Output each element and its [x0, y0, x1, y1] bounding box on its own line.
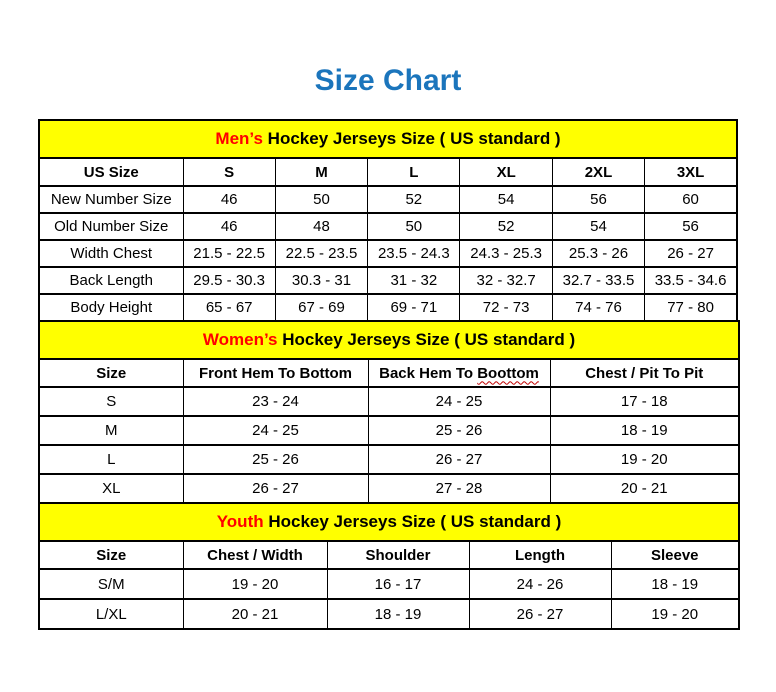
table-cell: 25 - 26	[368, 416, 550, 445]
table-row	[39, 474, 739, 503]
table-cell: 54	[460, 186, 552, 213]
column-header	[368, 359, 550, 387]
table-cell: 72 - 73	[460, 294, 552, 321]
row-label: S	[39, 387, 183, 416]
table-cell: 46	[183, 213, 275, 240]
womens-banner-highlight: Women’s	[202, 330, 278, 349]
column-header: Shoulder	[327, 541, 469, 569]
youth-header-row	[39, 541, 739, 569]
table-cell: 52	[460, 213, 552, 240]
table-cell: 56	[552, 186, 644, 213]
table-cell: 20 - 21	[183, 599, 327, 629]
womens-size-table	[38, 320, 740, 504]
table-cell: 50	[275, 186, 367, 213]
mens-banner	[39, 120, 737, 158]
row-label: L/XL	[39, 599, 183, 629]
table-cell: 23 - 24	[183, 387, 368, 416]
table-row	[39, 240, 737, 267]
table-cell: 26 - 27	[645, 240, 737, 267]
table-cell: 74 - 76	[552, 294, 644, 321]
table-cell: 19 - 20	[611, 599, 739, 629]
column-header: Chest / Pit To Pit	[550, 359, 739, 387]
mens-size-table	[38, 119, 738, 322]
table-cell: 26 - 27	[469, 599, 611, 629]
table-cell: 19 - 20	[183, 569, 327, 599]
column-header: Length	[469, 541, 611, 569]
mens-header-row	[39, 158, 737, 186]
table-cell: 22.5 - 23.5	[275, 240, 367, 267]
row-label: New Number Size	[39, 186, 183, 213]
youth-banner	[39, 503, 739, 541]
table-cell: 24 - 25	[368, 387, 550, 416]
womens-banner	[39, 321, 739, 359]
table-cell: 24 - 26	[469, 569, 611, 599]
youth-size-table	[38, 502, 740, 630]
mens-banner-highlight: Men’s	[215, 129, 263, 148]
row-label: S/M	[39, 569, 183, 599]
table-cell: 24.3 - 25.3	[460, 240, 552, 267]
womens-header-row	[39, 359, 739, 387]
table-cell: 56	[645, 213, 737, 240]
table-cell: 27 - 28	[368, 474, 550, 503]
youth-banner-highlight: Youth	[216, 512, 264, 531]
table-cell: 23.5 - 24.3	[368, 240, 460, 267]
womens-banner-row	[39, 321, 739, 359]
table-cell: 77 - 80	[645, 294, 737, 321]
table-cell: 21.5 - 22.5	[183, 240, 275, 267]
table-cell: 69 - 71	[368, 294, 460, 321]
table-cell: 30.3 - 31	[275, 267, 367, 294]
table-cell: 48	[275, 213, 367, 240]
table-cell: 18 - 19	[611, 569, 739, 599]
mens-banner-row	[39, 120, 737, 158]
column-header: Chest / Width	[183, 541, 327, 569]
table-cell: 32 - 32.7	[460, 267, 552, 294]
row-label: Old Number Size	[39, 213, 183, 240]
table-cell: 20 - 21	[550, 474, 739, 503]
table-cell: 17 - 18	[550, 387, 739, 416]
column-header: M	[275, 158, 367, 186]
table-cell: 52	[368, 186, 460, 213]
table-cell: 16 - 17	[327, 569, 469, 599]
table-cell: 50	[368, 213, 460, 240]
column-header: S	[183, 158, 275, 186]
table-row	[39, 267, 737, 294]
row-label: XL	[39, 474, 183, 503]
table-cell: 24 - 25	[183, 416, 368, 445]
table-cell: 32.7 - 33.5	[552, 267, 644, 294]
column-header: Sleeve	[611, 541, 739, 569]
table-row	[39, 213, 737, 240]
column-header: Size	[39, 359, 183, 387]
column-header: L	[368, 158, 460, 186]
table-cell: 25.3 - 26	[552, 240, 644, 267]
mens-banner-label: Hockey Jerseys Size ( US standard )	[262, 129, 561, 148]
row-label: L	[39, 445, 183, 474]
table-cell: 29.5 - 30.3	[183, 267, 275, 294]
table-row	[39, 599, 739, 629]
table-cell: 19 - 20	[550, 445, 739, 474]
column-header: 3XL	[645, 158, 737, 186]
table-cell: 26 - 27	[183, 474, 368, 503]
table-cell: 25 - 26	[183, 445, 368, 474]
table-cell: 46	[183, 186, 275, 213]
table-row	[39, 294, 737, 321]
table-cell: 33.5 - 34.6	[645, 267, 737, 294]
row-label: Width Chest	[39, 240, 183, 267]
column-header: Front Hem To Bottom	[183, 359, 368, 387]
column-header: XL	[460, 158, 552, 186]
table-cell: 67 - 69	[275, 294, 367, 321]
table-row	[39, 445, 739, 474]
column-header: 2XL	[552, 158, 644, 186]
row-label: Back Length	[39, 267, 183, 294]
column-header-text: Back Hem To	[379, 364, 474, 382]
table-row	[39, 569, 739, 599]
table-cell: 60	[645, 186, 737, 213]
table-row	[39, 186, 737, 213]
table-cell: 31 - 32	[368, 267, 460, 294]
misspelled-word: Boottom	[477, 364, 539, 382]
table-cell: 18 - 19	[327, 599, 469, 629]
table-row	[39, 416, 739, 445]
youth-banner-row	[39, 503, 739, 541]
table-cell: 54	[552, 213, 644, 240]
table-row	[39, 387, 739, 416]
table-cell: 18 - 19	[550, 416, 739, 445]
page-title: Size Chart	[314, 64, 462, 97]
row-label: Body Height	[39, 294, 183, 321]
table-cell: 65 - 67	[183, 294, 275, 321]
row-label: M	[39, 416, 183, 445]
column-header: Size	[39, 541, 183, 569]
column-header: US Size	[39, 158, 183, 186]
youth-banner-label: Hockey Jerseys Size ( US standard )	[263, 512, 562, 531]
womens-banner-label: Hockey Jerseys Size ( US standard )	[277, 330, 576, 349]
size-tables-container	[38, 119, 738, 630]
table-cell: 26 - 27	[368, 445, 550, 474]
